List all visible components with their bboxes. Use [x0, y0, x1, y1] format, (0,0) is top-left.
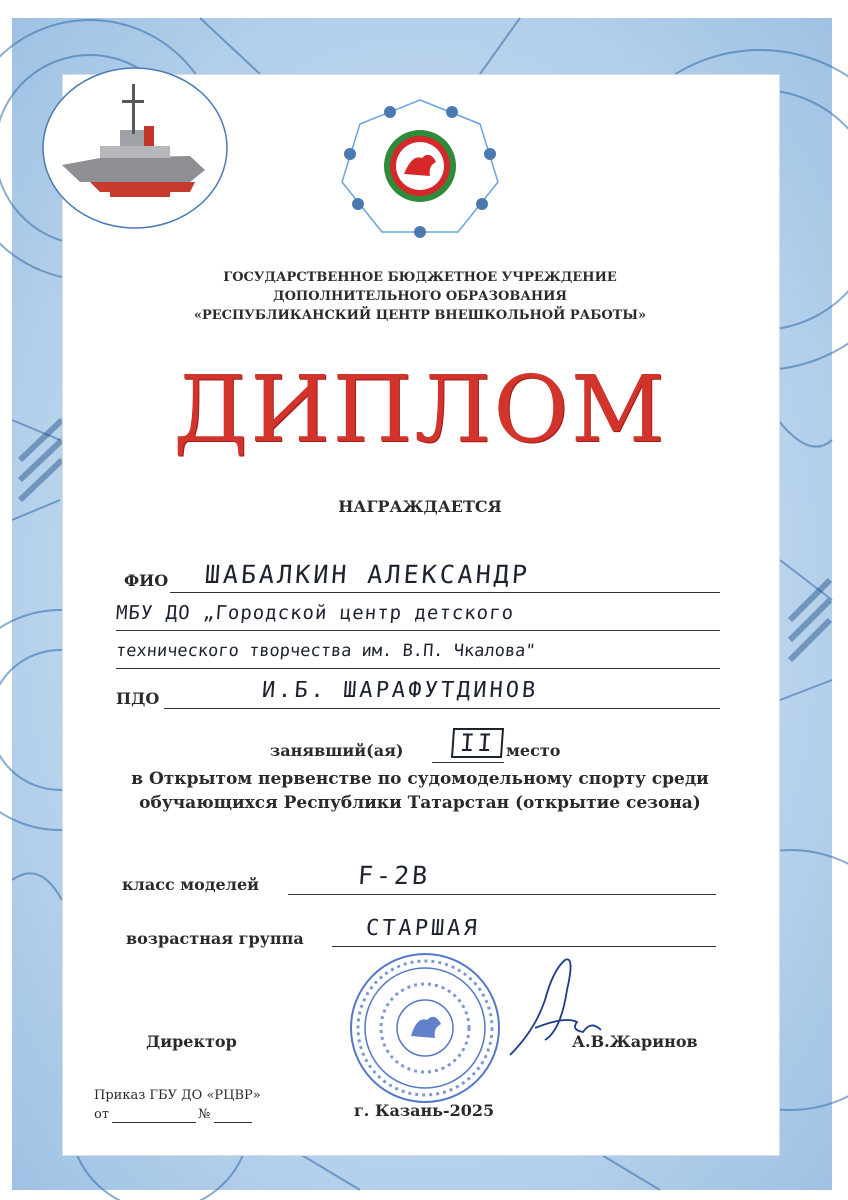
place-value: II: [451, 728, 504, 758]
place-prefix: занявший(ая): [270, 741, 404, 760]
awarded-label: НАГРАЖДАЕТСЯ: [338, 497, 502, 516]
fio-label: ФИО: [124, 571, 169, 590]
competition-description: [100, 767, 740, 815]
age-group-underline: [332, 946, 716, 947]
institution-underline-2: [116, 668, 720, 669]
pdo-underline: [164, 708, 720, 709]
director-label: Директор: [146, 1032, 237, 1051]
diploma-title: ДИПЛОМ: [173, 356, 667, 463]
organization-line-2: ДОПОЛНИТЕЛЬНОГО ОБРАЗОВАНИЯ: [273, 289, 567, 304]
organization-line-1: ГОСУДАРСТВЕННОЕ БЮДЖЕТНОЕ УЧРЕЖДЕНИЕ: [223, 270, 617, 285]
place-suffix: место: [506, 741, 561, 760]
competition-line-1: в Открытом первенстве по судомодельному спорту среди: [131, 769, 709, 789]
age-group-value: СТАРШАЯ: [365, 916, 481, 941]
order-line-1: Приказ ГБУ ДО «РЦВР»: [94, 1088, 261, 1103]
competition-line-2: обучающихся Республики Татарстан (открытие сезона): [139, 793, 701, 813]
director-name: А.В.Жаринов: [572, 1032, 698, 1051]
institution-line-2: технического творчества им. В.П. Чкалова": [115, 641, 537, 661]
organization-header: [150, 268, 690, 325]
order-date-underline: [112, 1122, 196, 1123]
ship-model-image: [40, 60, 230, 230]
official-stamp: [345, 948, 505, 1108]
model-class-label: класс моделей: [122, 875, 259, 894]
place-underline: [432, 762, 504, 763]
organization-line-3: «РЕСПУБЛИКАНСКИЙ ЦЕНТР ВНЕШКОЛЬНОЙ РАБОТЫ»: [193, 308, 647, 323]
pdo-value: И.Б. ШАРАФУТДИНОВ: [261, 678, 540, 703]
order-from-label: от: [94, 1107, 110, 1122]
city-year: г. Казань-2025: [354, 1101, 495, 1120]
institution-underline-1: [116, 630, 720, 631]
order-number-underline: [214, 1122, 252, 1123]
model-class-value: F-2B: [356, 861, 432, 890]
pdo-label: ПДО: [116, 689, 160, 708]
model-class-underline: [288, 894, 716, 895]
fio-value: ШАБАЛКИН АЛЕКСАНДР: [203, 560, 531, 589]
age-group-label: возрастная группа: [126, 929, 304, 948]
institution-line-1: МБУ ДО „Городской центр детского: [115, 602, 515, 624]
order-number-label: №: [198, 1107, 211, 1122]
emblem-logo: [330, 92, 510, 242]
fio-underline: [170, 592, 720, 593]
